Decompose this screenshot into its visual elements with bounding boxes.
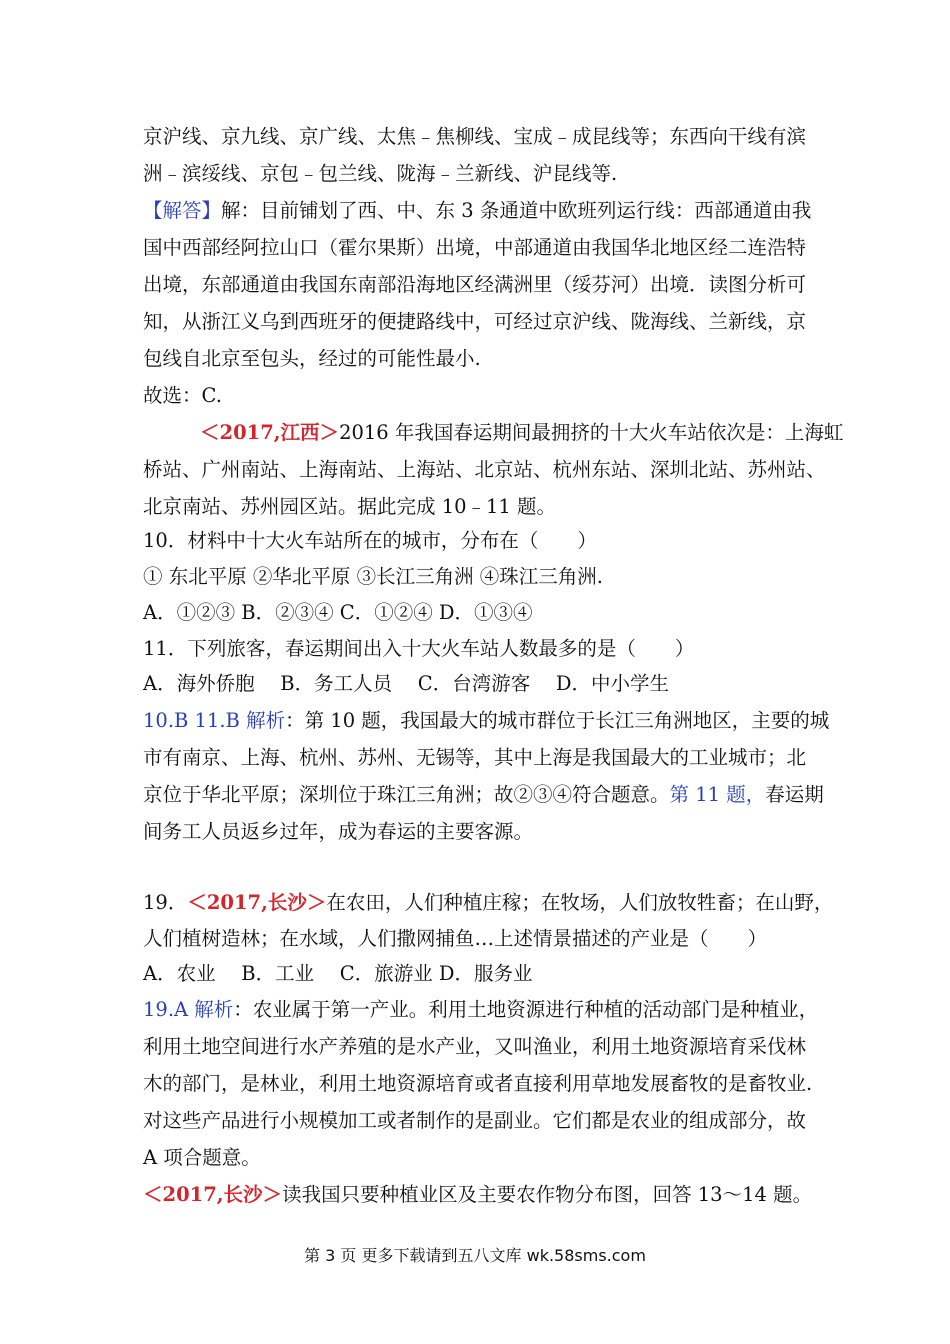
answer-line — [143, 991, 820, 1028]
answer-line — [143, 192, 820, 229]
text-line: 包线自北京至包头，经过的可能性最小. — [143, 347, 481, 370]
passage-text: 读我国只要种植业区及主要农作物分布图，回答 13～14 题。 — [282, 1183, 813, 1206]
question-11-options: A．海外侨胞 B．务工人员 C．台湾游客 D．中小学生 — [143, 672, 670, 695]
answer-tag: 10.B 11.B 解析 — [143, 709, 286, 732]
source-tag: ＜2017,长沙＞ — [187, 891, 327, 914]
answer-text: ：农业属于第一产业。利用土地资源进行种植的活动部门是种植业， — [233, 998, 819, 1021]
text-line: 出境，东部通道由我国东南部沿海地区经满洲里（绥芬河）出境．读图分析可 — [143, 273, 807, 296]
source-tag: ＜2017,江西＞ — [200, 421, 340, 444]
text-line: 洲﹣滨绥线、京包﹣包兰线、陇海﹣兰新线、沪昆线等. — [143, 162, 618, 185]
text-line: 利用土地空间进行水产养殖的是水产业，又叫渔业，利用土地资源培育采伐林 — [143, 1035, 807, 1058]
question-11: 11．下列旅客，春运期间出入十大火车站人数最多的是（ ） — [143, 637, 695, 660]
question-number: 19． — [143, 891, 188, 914]
passage-intro — [143, 1176, 820, 1213]
page-footer: 第 3 页 更多下载请到五八文库 wk.58sms.com — [304, 1246, 646, 1265]
text-line: 间务工人员返乡过年，成为春运的主要客源。 — [143, 820, 534, 843]
text-line: 对这些产品进行小规模加工或者制作的是副业。它们都是农业的组成部分，故 — [143, 1109, 807, 1132]
text-line: 国中西部经阿拉山口（霍尔果斯）出境，中部通道由我国华北地区经二连浩特 — [143, 236, 807, 259]
text-line: 市有南京、上海、杭州、苏州、无锡等，其中上海是我国最大的工业城市；北 — [143, 746, 807, 769]
answer-line — [143, 702, 830, 739]
text-line: 京沪线、京九线、京广线、太焦﹣焦柳线、宝成﹣成昆线等；东西向干线有滨 — [143, 125, 807, 148]
text-line: A 项合题意。 — [143, 1146, 261, 1169]
question-19-options: A．农业 B．工业 C．旅游业 D．服务业 — [143, 962, 533, 985]
answer-line — [143, 776, 824, 813]
answer-text: 京位于华北平原；深圳位于珠江三角洲；故②③④符合题意。 — [143, 783, 670, 806]
question-10-options: A．①②③ B．②③④ C．①②④ D．①③④ — [143, 601, 533, 624]
question-10-items: ① 东北平原 ②华北平原 ③长江三角洲 ④珠江三角洲. — [143, 565, 603, 588]
passage-intro — [200, 414, 844, 451]
answer-text: 解：目前铺划了西、中、东 3 条通道中欧班列运行线：西部通道由我 — [221, 199, 812, 222]
answer-highlight: 第 11 题， — [669, 783, 766, 806]
text-line: 人们植树造林；在水域，人们撒网捕鱼…上述情景描述的产业是（ ） — [143, 927, 768, 950]
answer-choice: 故选：C. — [143, 384, 222, 407]
text-line: 北京南站、苏州园区站。据此完成 10﹣11 题。 — [143, 495, 557, 518]
source-tag: ＜2017,长沙＞ — [143, 1183, 283, 1206]
text-line: 知，从浙江义乌到西班牙的便捷路线中，可经过京沪线、陇海线、兰新线，京 — [143, 310, 807, 333]
answer-tag: 【解答】 — [143, 199, 222, 222]
answer-text: ：第 10 题，我国最大的城市群位于长江三角洲地区，主要的城 — [285, 709, 830, 732]
text-line: 桥站、广州南站、上海南站、上海站、北京站、杭州东站、深圳北站、苏州站、 — [143, 458, 826, 481]
answer-tag: 19.A 解析 — [143, 998, 234, 1021]
question-10: 10．材料中十大火车站所在的城市，分布在（ ） — [143, 529, 597, 552]
question-19 — [143, 884, 834, 921]
answer-text: 春运期 — [765, 783, 824, 806]
question-text: 在农田，人们种植庄稼；在牧场，人们放牧牲畜；在山野， — [326, 891, 834, 914]
passage-text: 2016 年我国春运期间最拥挤的十大火车站依次是：上海虹 — [339, 421, 844, 444]
text-line: 木的部门，是林业，利用土地资源培育或者直接利用草地发展畜牧的是畜牧业. — [143, 1072, 813, 1095]
